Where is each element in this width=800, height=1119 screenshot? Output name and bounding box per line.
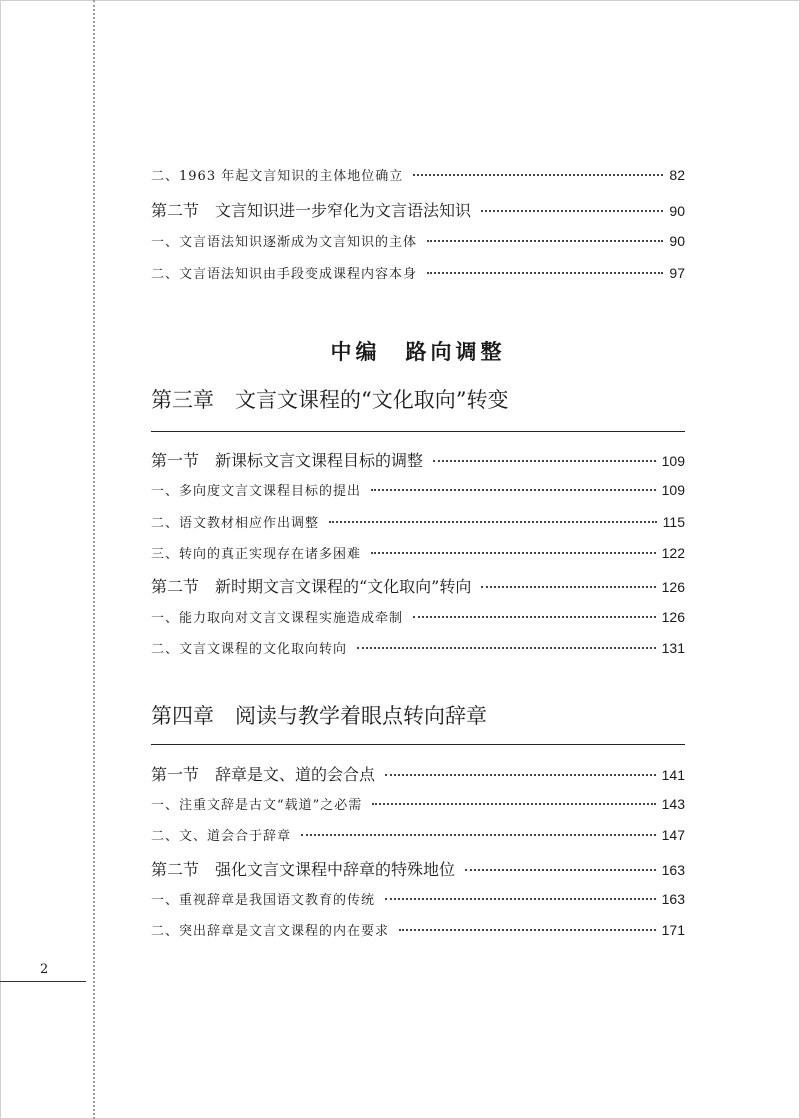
toc-entry-text: 一、重视辞章是我国语文教育的传统 [151,893,376,908]
toc-entry[interactable] [151,480,685,499]
toc-entry[interactable] [151,448,685,471]
chapter-rule [151,744,685,745]
toc-entry-page: 141 [661,767,685,783]
toc-entry-text: 一、注重文辞是古文“载道”之必需 [151,798,363,813]
toc-entry[interactable] [151,794,685,813]
dot-leader [427,240,663,242]
toc-entry-text: 二、文言语法知识由手段变成课程内容本身 [151,267,418,282]
dot-leader [372,803,655,805]
dot-leader [413,616,656,618]
toc-entry-page: 147 [661,827,685,843]
toc-entry-text: 二、突出辞章是文言文课程的内在要求 [151,924,390,939]
toc-entry-page: 122 [661,545,685,561]
toc-entry-page: 171 [661,922,685,938]
toc-entry-page: 163 [661,862,685,878]
dot-leader [413,174,663,176]
toc-entry-page: 163 [661,891,685,907]
toc-entry-text: 第二节 强化文言文课程中辞章的特殊地位 [151,860,456,879]
toc-entry-page: 97 [669,265,685,281]
toc-entry-page: 109 [661,453,685,469]
dot-leader [385,898,656,900]
chapter-title[interactable]: 第三章 文言文课程的“文化取向”转变 [151,388,509,412]
toc-entry-text: 第一节 新课标文言文课程目标的调整 [151,451,424,470]
page-number: 2 [40,962,49,977]
dot-leader [427,272,663,274]
dot-leader [301,834,656,836]
toc-entry[interactable] [151,857,685,880]
binding-fold-line [93,0,95,1119]
dot-leader [357,647,656,649]
dot-leader [399,929,656,931]
toc-entry-page: 90 [669,203,685,219]
toc-entry[interactable] [151,165,685,184]
dot-leader [481,586,655,588]
page-number-rule [0,981,86,982]
dot-leader [329,521,657,523]
toc-entry-text: 一、多向度文言文课程目标的提出 [151,484,362,499]
dot-leader [481,210,663,212]
toc-entry[interactable] [151,263,685,282]
part-title: 中编 路向调整 [330,340,506,364]
toc-entry-page: 143 [661,796,685,812]
toc-entry[interactable] [151,607,685,626]
toc-entry[interactable] [151,638,685,657]
toc-entry-text: 第二节 新时期文言文课程的“文化取向”转向 [151,577,472,596]
toc-entry[interactable] [151,825,685,844]
toc-entry-text: 一、能力取向对文言文课程实施造成牵制 [151,611,404,626]
dot-leader [465,869,656,871]
chapter-title[interactable]: 第四章 阅读与教学着眼点转向辞章 [151,704,487,728]
toc-entry-page: 126 [661,609,685,625]
toc-entry-text: 二、1963 年起文言知识的主体地位确立 [151,169,404,184]
toc-entry-page: 109 [661,482,685,498]
toc-entry-text: 第二节 文言知识进一步窄化为文言语法知识 [151,201,472,220]
toc-entry[interactable] [151,543,685,562]
dot-leader [371,489,656,491]
toc-entry[interactable] [151,231,685,250]
toc-entry-page: 90 [669,233,685,249]
toc-entry-text: 二、文、道会合于辞章 [151,829,292,844]
dot-leader [385,774,656,776]
toc-entry[interactable] [151,574,685,597]
toc-entry-page: 82 [669,167,685,183]
toc-entry-page: 126 [661,579,685,595]
toc-entry-page: 115 [662,514,685,530]
toc-entry[interactable] [151,920,685,939]
toc-entry-text: 二、语文教材相应作出调整 [151,516,320,531]
toc-entry-text: 第一节 辞章是文、道的会合点 [151,765,376,784]
toc-entry[interactable] [151,762,685,785]
toc-entry[interactable] [151,198,685,221]
toc-entry[interactable] [151,889,685,908]
toc-entry-page: 131 [661,640,685,656]
chapter-rule [151,431,685,432]
toc-entry-text: 一、文言语法知识逐渐成为文言知识的主体 [151,235,418,250]
dot-leader [371,552,656,554]
toc-entry-text: 三、转向的真正实现存在诸多困难 [151,547,362,562]
toc-entry[interactable] [151,512,685,531]
toc-entry-text: 二、文言文课程的文化取向转向 [151,642,348,657]
dot-leader [433,460,656,462]
